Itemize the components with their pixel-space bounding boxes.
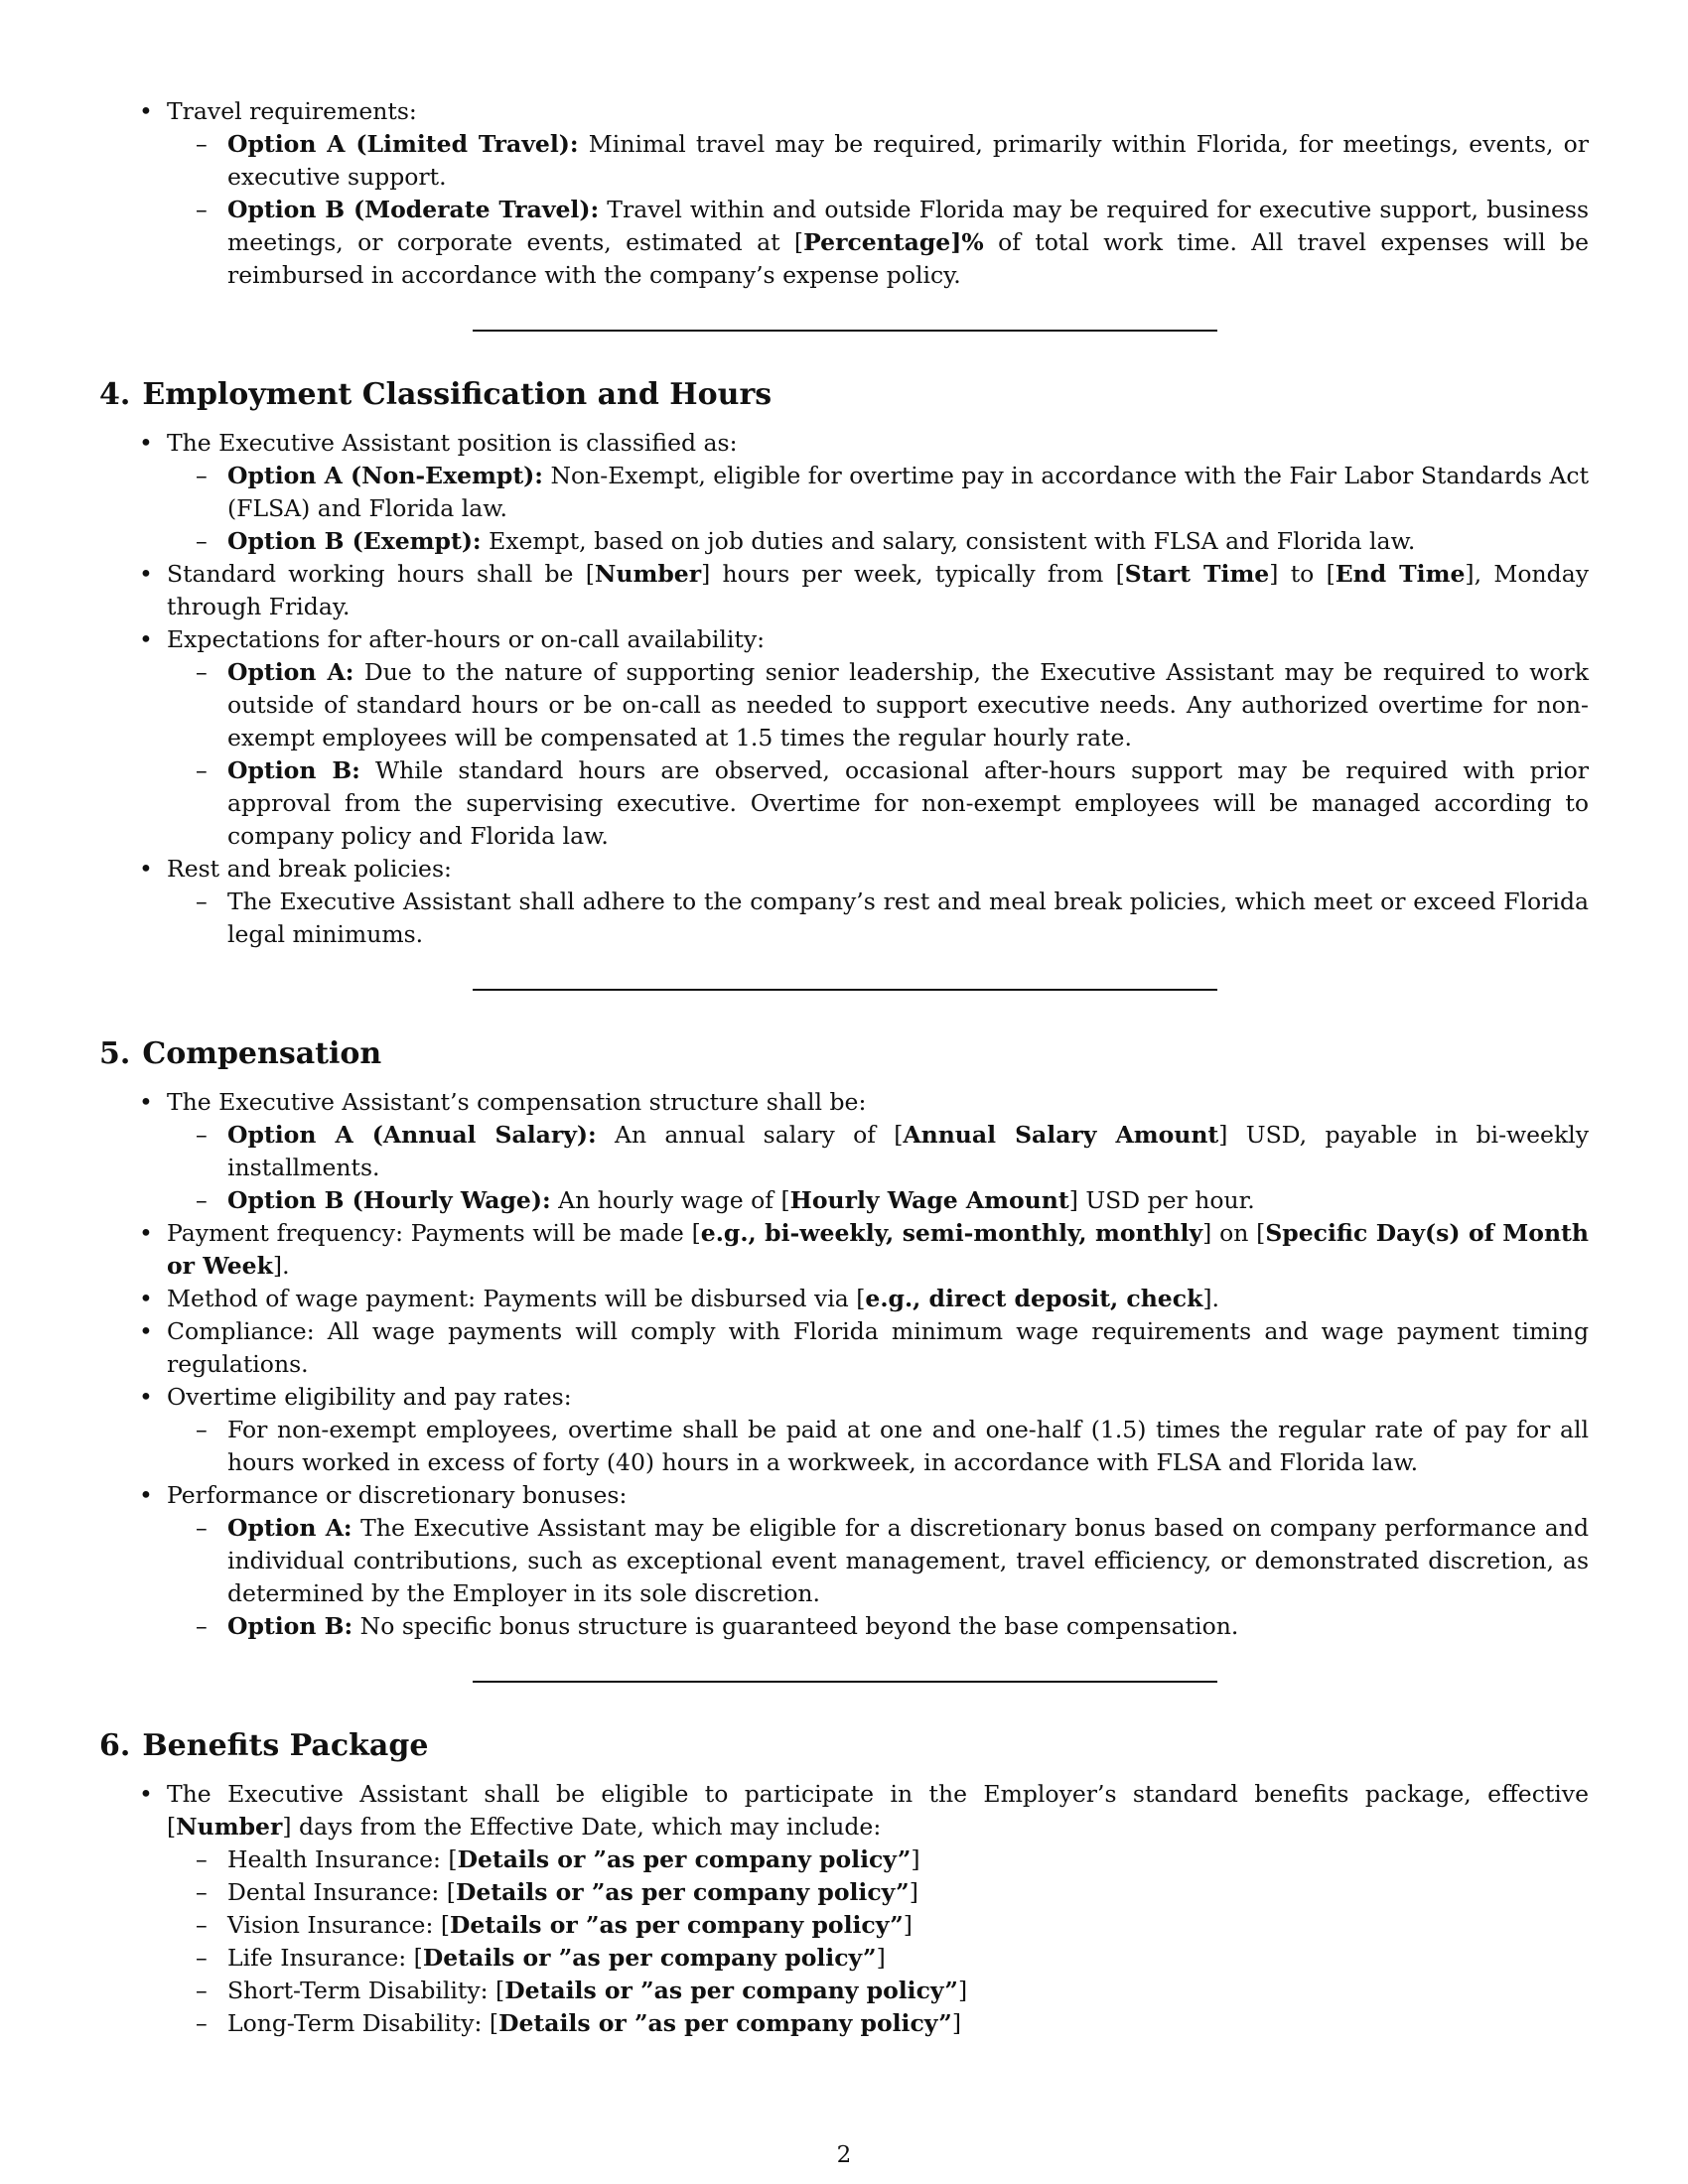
annual-salary-placeholder: Annual Salary Amount [903,1121,1219,1149]
salary-option-a-label: Option A (Annual Salary): [227,1121,597,1149]
benefit-vision [167,1909,1589,1942]
bonus-option-b-label: Option B: [227,1612,353,1640]
payment-method-item [99,1283,1589,1315]
benefit-long-term-disability [167,2007,1589,2040]
section-5-list [99,1086,1589,1643]
travel-option-b-text: Travel within and outside Florida may be required for executive support, business meetings, or corporate events, estimated at [ [227,196,1590,256]
benefit-value-placeholder: Details or ”as per company policy” [457,1845,912,1873]
travel-option-b-label: Option B (Moderate Travel): [227,196,600,223]
section-5-title: Compensation [142,1036,382,1071]
section-5-heading [99,1036,1589,1072]
travel-option-a-label: Option A (Limited Travel): [227,130,579,158]
travel-percentage-placeholder: Percentage [803,228,951,256]
section-divider [473,330,1217,332]
payment-method-text: Method of wage payment: Payments will be disbursed via [ [167,1285,866,1312]
travel-percentage-sign: ]% [950,228,984,256]
section-5-number: 5. [99,1036,131,1071]
payment-method-text: ]. [1202,1285,1219,1312]
benefits-item [99,1778,1589,2040]
rest-break-item [99,853,1589,951]
after-hours-option-a-label: Option A: [227,658,354,686]
rest-break-intro: Rest and break policies: [167,855,452,883]
payment-method-placeholder: e.g., direct deposit, check [865,1285,1203,1312]
benefit-health [167,1843,1589,1876]
travel-option-a [167,128,1589,194]
benefit-label: Health Insurance: [ [227,1845,458,1873]
travel-option-a-text: Minimal travel may be required, primarily within Florida, for meetings, events, or executive support. [227,130,1590,191]
after-hours-option-a [167,656,1589,754]
document-page [99,95,1589,2040]
travel-list [99,95,1589,292]
benefit-value-placeholder: Details or ”as per company policy” [422,1944,877,1972]
classification-intro: The Executive Assistant position is classified as: [167,429,738,457]
overtime-item [99,1381,1589,1479]
benefit-value-placeholder: Details or ”as per company policy” [455,1878,910,1906]
compliance-item: • Compliance: All wage payments will comply with Florida minimum wage requirements and wage payment timing regulations. [99,1315,1589,1381]
classification-option-b-text: Exempt, based on job duties and salary, consistent with FLSA and Florida law. [481,527,1416,555]
overtime-intro: Overtime eligibility and pay rates: [167,1383,572,1411]
section-4-title: Employment Classification and Hours [142,377,773,412]
hourly-wage-placeholder: Hourly Wage Amount [789,1186,1069,1214]
travel-item [99,95,1589,292]
benefits-intro-text: The Executive Assistant shall be eligible to participate in the Employer’s standard benefits package, effective [ [167,1780,1589,1841]
hours-text: ], Monday through Friday. [167,560,1589,620]
salary-option-b-text: An hourly wage of [ [550,1186,790,1214]
bonus-intro: Performance or discretionary bonuses: [167,1481,628,1509]
hours-number-placeholder: Number [594,560,702,588]
section-6-title: Benefits Package [142,1728,429,1763]
frequency-placeholder: e.g., bi-weekly, semi-monthly, monthly [700,1219,1203,1247]
bonus-item [99,1479,1589,1643]
section-divider [473,1681,1217,1683]
payment-frequency-text: ]. [272,1252,290,1280]
benefit-short-term-disability [167,1975,1589,2007]
benefit-life [167,1942,1589,1975]
salary-option-a-text: ] USD, payable in bi-weekly installments. [227,1121,1589,1181]
salary-option-a [167,1119,1589,1184]
benefit-close: ] [957,1977,968,2004]
section-6-list [99,1778,1589,2040]
bonus-option-b-text: No specific bonus structure is guaranteed beyond the base compensation. [352,1612,1239,1640]
benefit-close: ] [951,2009,961,2037]
benefits-intro-text: ] days from the Effective Date, which may include: [282,1813,882,1841]
benefit-close: ] [876,1944,886,1972]
after-hours-option-b-text: While standard hours are observed, occasional after-hours support may be required with prior approval from the supervising executive. Overtime for non-exempt employees will be managed according to company policy and Florida law. [227,756,1589,850]
payment-frequency-text: ] on [ [1202,1219,1266,1247]
salary-option-b-text: ] USD per hour. [1068,1186,1255,1214]
overtime-text: – For non-exempt employees, overtime shall be paid at one and one-half (1.5) times the regular rate of pay for all hours worked in excess of forty (40) hours in a workweek, in accordance with FLSA and Florida law. [167,1414,1589,1479]
payment-day-placeholder: Specific Day(s) of Month or Week [167,1219,1589,1280]
bonus-option-a-label: Option A: [227,1514,352,1542]
salary-option-b-label: Option B (Hourly Wage): [227,1186,551,1214]
after-hours-intro: Expectations for after-hours or on-call availability: [167,625,766,653]
section-divider [473,989,1217,991]
after-hours-option-b-label: Option B: [227,756,360,784]
hours-text: ] to [ [1269,560,1336,588]
payment-frequency-item [99,1217,1589,1283]
travel-option-b [167,194,1589,292]
compensation-structure-intro: The Executive Assistant’s compensation structure shall be: [167,1088,867,1116]
travel-intro: Travel requirements: [167,97,417,125]
benefit-close: ] [909,1878,918,1906]
classification-option-b-label: Option B (Exempt): [227,527,482,555]
working-hours-item [99,558,1589,623]
rest-break-text: – The Executive Assistant shall adhere to the company’s rest and meal break policies, which meet or exceed Florida legal minimums. [167,886,1589,951]
benefit-label: Dental Insurance: [ [227,1878,456,1906]
salary-option-a-text: An annual salary of [ [596,1121,904,1149]
benefits-days-placeholder: Number [176,1813,283,1841]
benefit-value-placeholder: Details or ”as per company policy” [498,2009,952,2037]
end-time-placeholder: End Time [1335,560,1466,588]
benefit-label: Vision Insurance: [ [227,1911,451,1939]
after-hours-item [99,623,1589,853]
classification-item [99,427,1589,558]
bonus-option-a [167,1512,1589,1610]
hours-text: Standard working hours shall be [ [167,560,595,588]
classification-option-a-text: Non-Exempt, eligible for overtime pay in accordance with the Fair Labor Standards Act (FLSA) and Florida law. [227,462,1590,522]
classification-option-a [167,460,1589,525]
section-6-heading [99,1728,1589,1764]
start-time-placeholder: Start Time [1124,560,1270,588]
benefit-value-placeholder: Details or ”as per company policy” [504,1977,958,2004]
benefit-close: ] [903,1911,913,1939]
hours-text: ] hours per week, typically from [ [701,560,1125,588]
benefit-label: Life Insurance: [ [227,1944,423,1972]
benefit-label: Short-Term Disability: [ [227,1977,505,2004]
after-hours-option-a-text: Due to the nature of supporting senior leadership, the Executive Assistant may be required to work outside of standard hours or be on-call as needed to support executive needs. Any authorized overtime for non-exempt employees will be compensated at 1.5 times the regular hourly rate. [227,658,1589,751]
benefit-close: ] [911,1845,920,1873]
salary-option-b [167,1184,1589,1217]
section-4-list [99,427,1589,951]
benefit-label: Long-Term Disability: [ [227,2009,499,2037]
section-4-number: 4. [99,377,131,412]
travel-option-b-text-2: of total work time. All travel expenses will be reimbursed in accordance with the company’s expense policy. [227,228,1589,289]
bonus-option-b [167,1610,1589,1643]
after-hours-option-b [167,754,1589,853]
section-6-number: 6. [99,1728,131,1763]
classification-option-b [167,525,1589,558]
bonus-option-a-text: The Executive Assistant may be eligible for a discretionary bonus based on company performance and individual contributions, such as exceptional event management, travel efficiency, or demonstrated discretion, as determined by the Employer in its sole discretion. [227,1514,1589,1607]
compensation-structure-item [99,1086,1589,1217]
benefit-dental [167,1876,1589,1909]
section-4-heading [99,377,1589,413]
benefit-value-placeholder: Details or ”as per company policy” [450,1911,904,1939]
classification-option-a-label: Option A (Non-Exempt): [227,462,543,489]
page-number: 2 [836,2142,852,2168]
payment-frequency-text: Payment frequency: Payments will be made [ [167,1219,701,1247]
